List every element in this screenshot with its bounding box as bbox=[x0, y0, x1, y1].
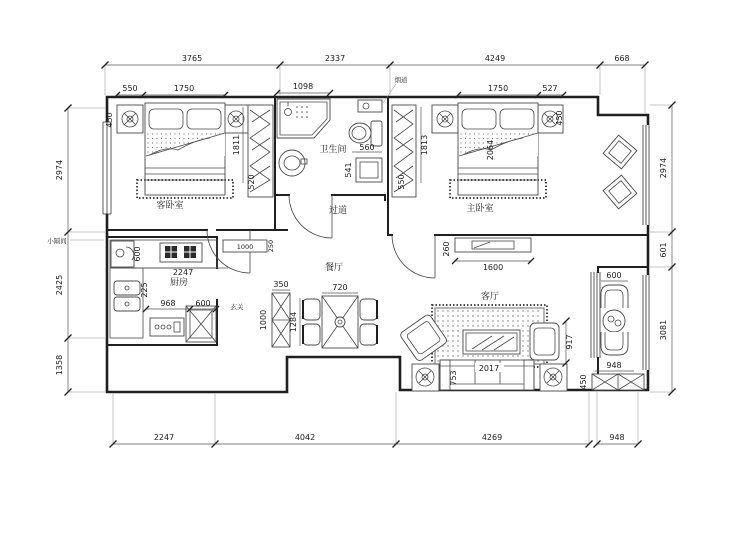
kitchen-label: 厨房 bbox=[169, 278, 189, 288]
flue-label: 烟道 bbox=[394, 76, 408, 84]
dim-guest-depth: 450 bbox=[105, 112, 114, 128]
tv-cabinet bbox=[455, 238, 531, 252]
dim-left-2: 2425 bbox=[55, 274, 64, 296]
living-label: 客厅 bbox=[480, 292, 500, 302]
dim-hall-shelf: 1000 bbox=[236, 243, 254, 251]
dim-kitchen-run: 968 bbox=[160, 299, 176, 308]
master-bedroom-label: 主卧室 bbox=[466, 204, 494, 214]
dim-bottom-2: 4042 bbox=[294, 433, 316, 442]
guest-bedroom-label: 客卧室 bbox=[156, 201, 184, 211]
dim-left-1: 2974 bbox=[55, 159, 64, 181]
duct-box bbox=[358, 100, 382, 112]
dim-master-depth: 450 bbox=[555, 110, 564, 126]
armchair bbox=[530, 323, 559, 360]
dim-master-nightstand: 527 bbox=[542, 84, 558, 93]
dim-dining-table: 720 bbox=[332, 283, 348, 292]
dim-right-1: 2974 bbox=[659, 157, 668, 179]
dim-tv-shelf: 1600 bbox=[482, 263, 504, 272]
lounge-chair bbox=[399, 314, 448, 362]
dim-bottom-1: 2247 bbox=[153, 433, 175, 442]
dim-washer: 541 bbox=[344, 162, 353, 178]
dim-master-wardrobe: 1813 bbox=[420, 134, 429, 156]
dim-bottom-3: 4269 bbox=[481, 433, 503, 442]
fridge bbox=[186, 306, 216, 342]
guest-bedroom bbox=[117, 103, 273, 211]
dim-guest-wardrobe-w: 520 bbox=[247, 174, 256, 190]
dim-top-4: 668 bbox=[614, 54, 630, 63]
dim-balcony-chair: 600 bbox=[606, 271, 622, 280]
bay-pillow-2 bbox=[603, 175, 637, 209]
dim-shower: 1098 bbox=[292, 82, 314, 91]
dim-kitchen-top: 2247 bbox=[172, 268, 194, 277]
dim-sofa: 2017 bbox=[478, 364, 500, 373]
dim-top-2: 2337 bbox=[324, 54, 346, 63]
dim-fridge: 600 bbox=[195, 299, 211, 308]
dim-shoe-cab-h: 1000 bbox=[259, 309, 268, 331]
bay-pillow-1 bbox=[603, 135, 637, 169]
bathroom-label: 卫生间 bbox=[319, 145, 347, 155]
dim-toilet: 560 bbox=[359, 143, 375, 152]
kitchen-sink bbox=[114, 281, 140, 311]
dim-guest-wardrobe: 1811 bbox=[232, 134, 241, 156]
dim-guest-nightstand: 550 bbox=[122, 84, 138, 93]
dim-master-bed: 1750 bbox=[487, 84, 509, 93]
bathroom bbox=[277, 99, 382, 182]
doors bbox=[207, 195, 435, 278]
dim-dining-chairs: 1284 bbox=[289, 311, 298, 333]
dim-master-wardrobe-w: 550 bbox=[397, 174, 406, 190]
dining bbox=[231, 261, 378, 348]
dim-balcony-width: 948 bbox=[606, 361, 622, 370]
balcony-table bbox=[603, 310, 625, 332]
hallway-label: 过道 bbox=[328, 206, 348, 216]
dining-label: 餐厅 bbox=[324, 263, 344, 273]
dim-master-bed-len: 2064 bbox=[486, 139, 495, 161]
dim-shoe-cab-w: 350 bbox=[273, 280, 289, 289]
master-bedroom bbox=[392, 103, 637, 214]
dim-kitchen-counter: 225 bbox=[140, 282, 149, 298]
balcony-cabinet bbox=[592, 374, 644, 390]
dim-sofa-d: 753 bbox=[449, 370, 458, 386]
dim-left-3: 1358 bbox=[55, 354, 64, 376]
dim-kitchen-cab: 600 bbox=[133, 246, 142, 262]
side-table-left bbox=[412, 364, 439, 391]
dim-top-3: 4249 bbox=[484, 54, 506, 63]
dim-bottom-4: 948 bbox=[609, 433, 625, 442]
dim-right-3: 3081 bbox=[659, 319, 668, 341]
entry-label: 玄关 bbox=[230, 303, 244, 311]
dim-guest-bed: 1750 bbox=[173, 84, 195, 93]
dim-hall-shelf-d: 250 bbox=[267, 239, 275, 253]
side-table-right bbox=[540, 364, 567, 391]
shower bbox=[277, 99, 330, 138]
dim-tv-shelf-d: 260 bbox=[442, 241, 451, 257]
dim-right-2: 601 bbox=[659, 242, 668, 258]
coffee-table bbox=[463, 330, 520, 354]
niche-label: 小隔间 bbox=[47, 237, 67, 245]
kitchen bbox=[110, 240, 217, 342]
shoe-cabinet bbox=[272, 293, 290, 347]
dim-balcony-cab: 450 bbox=[579, 374, 588, 390]
dim-armchair: 917 bbox=[565, 334, 574, 350]
dim-top-1: 3765 bbox=[181, 54, 203, 63]
